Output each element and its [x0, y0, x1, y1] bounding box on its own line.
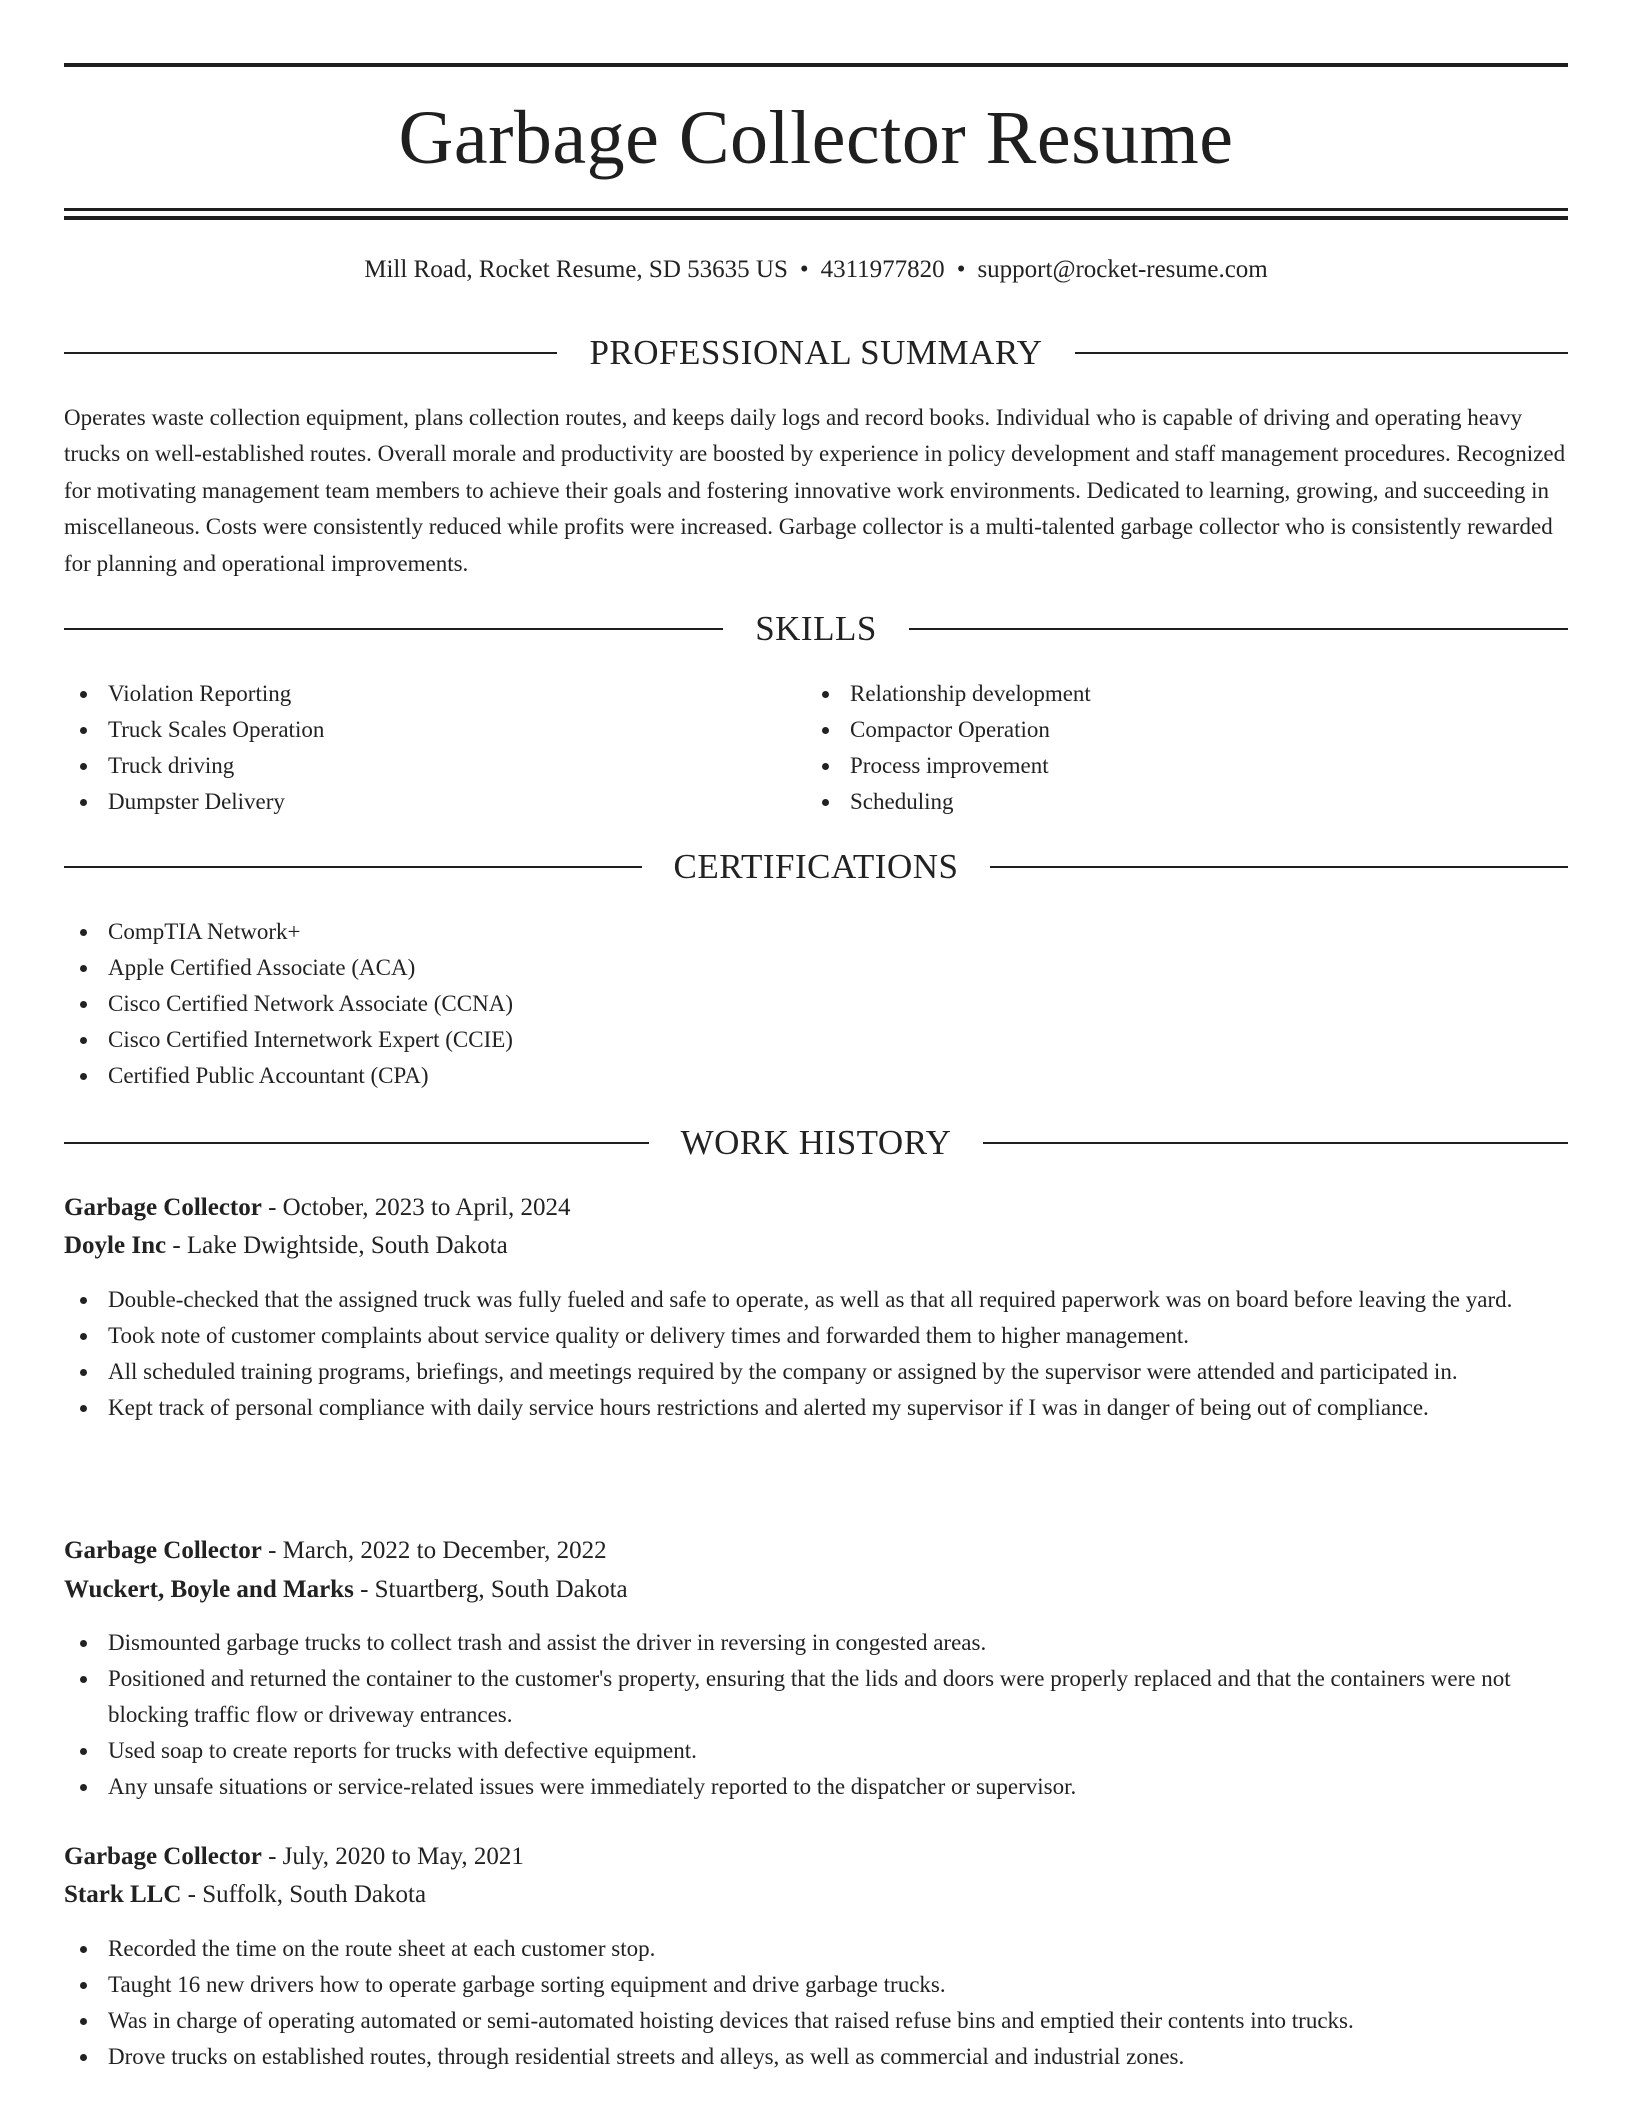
job-dates: - March, 2022 to December, 2022 [261, 1537, 607, 1564]
top-rule [64, 63, 1568, 67]
job-title-line [64, 1532, 1568, 1570]
heading-rule-left [64, 352, 557, 354]
skills-list-left [64, 676, 804, 820]
resume-title: Garbage Collector Resume [398, 96, 1234, 180]
contact-line [64, 254, 1568, 286]
certification-item: Cisco Certified Network Associate (CCNA) [64, 986, 1568, 1022]
job-duty: All scheduled training programs, briefings, and meetings required by the company or assigned by the supervisor were attended and participated in. [64, 1354, 1568, 1390]
job-duty: Recorded the time on the route sheet at each customer stop. [64, 1931, 1568, 1967]
certification-item: Cisco Certified Internetwork Expert (CCIE) [64, 1022, 1568, 1058]
job-title-line [64, 1838, 1568, 1876]
skills-heading-label: SKILLS [755, 609, 877, 648]
job-location: - Suffolk, South Dakota [181, 1881, 427, 1908]
job-title: Garbage Collector [64, 1537, 262, 1564]
heading-rule-right [990, 866, 1568, 868]
job-duty: Double-checked that the assigned truck was fully fueled and safe to operate, as well as that all required paperwork was on board before leaving the yard. [64, 1282, 1568, 1318]
skill-item: Relationship development [806, 676, 1546, 712]
job-duty: Was in charge of operating automated or semi-automated hoisting devices that raised refuse bins and emptied their contents into trucks. [64, 2003, 1568, 2039]
job-duties-list [64, 1931, 1568, 2075]
summary-text: Operates waste collection equipment, plans collection routes, and keeps daily logs and record books. Individual who is capable of driving and operating heavy trucks on well-established routes. Overall morale and productivity are boosted by experience in policy development and staff management procedures. Recognized for motivating management team members to achieve their goals and fostering innovative work environments. Dedicated to learning, growing, and succeeding in miscellaneous. Costs were consistently reduced while profits were increased. Garbage collector is a multi-talented garbage collector who is consistently rewarded for planning and operational improvements. [64, 405, 1566, 576]
job-company: Stark LLC [64, 1881, 182, 1908]
skill-item: Process improvement [806, 748, 1546, 784]
job-company: Wuckert, Boyle and Marks [64, 1576, 354, 1603]
heading-rule-right [983, 1142, 1568, 1144]
job-dates: - October, 2023 to April, 2024 [261, 1194, 571, 1221]
heading-rule-right [909, 628, 1568, 630]
job-duties-list [64, 1282, 1568, 1426]
job-company-line [64, 1571, 1568, 1609]
skill-item: Scheduling [806, 784, 1546, 820]
job-company: Doyle Inc [64, 1232, 167, 1259]
job-location: - Stuartberg, South Dakota [353, 1576, 628, 1603]
certification-item: CompTIA Network+ [64, 914, 1568, 950]
job-duty: Drove trucks on established routes, through residential streets and alleys, as well as commercial and industrial zones. [64, 2039, 1568, 2075]
work-history-section-heading [64, 1121, 1568, 1165]
job-dates: - July, 2020 to May, 2021 [261, 1843, 524, 1870]
job-duty: Took note of customer complaints about service quality or delivery times and forwarded them to higher management. [64, 1318, 1568, 1354]
job-title-line [64, 1189, 1568, 1227]
job-company-line [64, 1227, 1568, 1265]
contact-separator: • [799, 256, 809, 283]
work-history-heading-label: WORK HISTORY [680, 1123, 952, 1162]
skill-item: Dumpster Delivery [64, 784, 804, 820]
contact-phone: 4311977820 [820, 256, 945, 283]
heading-rule-right [1075, 352, 1568, 354]
job-company-line [64, 1876, 1568, 1914]
contact-email: support@rocket-resume.com [977, 256, 1268, 283]
job-duty: Any unsafe situations or service-related issues were immediately reported to the dispatcher or supervisor. [64, 1769, 1568, 1805]
heading-rule-left [64, 1142, 649, 1144]
certifications-section-heading [64, 845, 1568, 889]
skill-item: Truck driving [64, 748, 804, 784]
skills-list-right [806, 676, 1546, 820]
job-duty: Used soap to create reports for trucks with defective equipment. [64, 1733, 1568, 1769]
job-duty: Positioned and returned the container to the customer's property, ensuring that the lids and doors were properly replaced and that the containers were not blocking traffic flow or driveway entrances. [64, 1661, 1568, 1733]
skill-item: Compactor Operation [806, 712, 1546, 748]
contact-separator: • [956, 256, 966, 283]
heading-rule-left [64, 628, 723, 630]
certification-item: Certified Public Accountant (CPA) [64, 1058, 1568, 1094]
heading-rule-left [64, 866, 642, 868]
job-duties-list [64, 1625, 1568, 1805]
title-rule-upper [64, 208, 1568, 211]
skill-item: Truck Scales Operation [64, 712, 804, 748]
certification-item: Apple Certified Associate (ACA) [64, 950, 1568, 986]
job-title: Garbage Collector [64, 1194, 262, 1221]
certifications-list [64, 914, 1568, 1094]
title-rule-lower [64, 216, 1568, 220]
summary-section-heading [64, 331, 1568, 375]
job-location: - Lake Dwightside, South Dakota [166, 1232, 508, 1259]
job-title: Garbage Collector [64, 1843, 262, 1870]
summary-heading-label: PROFESSIONAL SUMMARY [589, 333, 1043, 372]
job-duty: Kept track of personal compliance with daily service hours restrictions and alerted my supervisor if I was in danger of being out of compliance. [64, 1390, 1568, 1426]
job-duty: Dismounted garbage trucks to collect trash and assist the driver in reversing in congested areas. [64, 1625, 1568, 1661]
skill-item: Violation Reporting [64, 676, 804, 712]
skills-section-heading [64, 607, 1568, 651]
contact-address: Mill Road, Rocket Resume, SD 53635 US [364, 256, 788, 283]
certifications-heading-label: CERTIFICATIONS [673, 847, 959, 886]
job-duty: Taught 16 new drivers how to operate garbage sorting equipment and drive garbage trucks. [64, 1967, 1568, 2003]
